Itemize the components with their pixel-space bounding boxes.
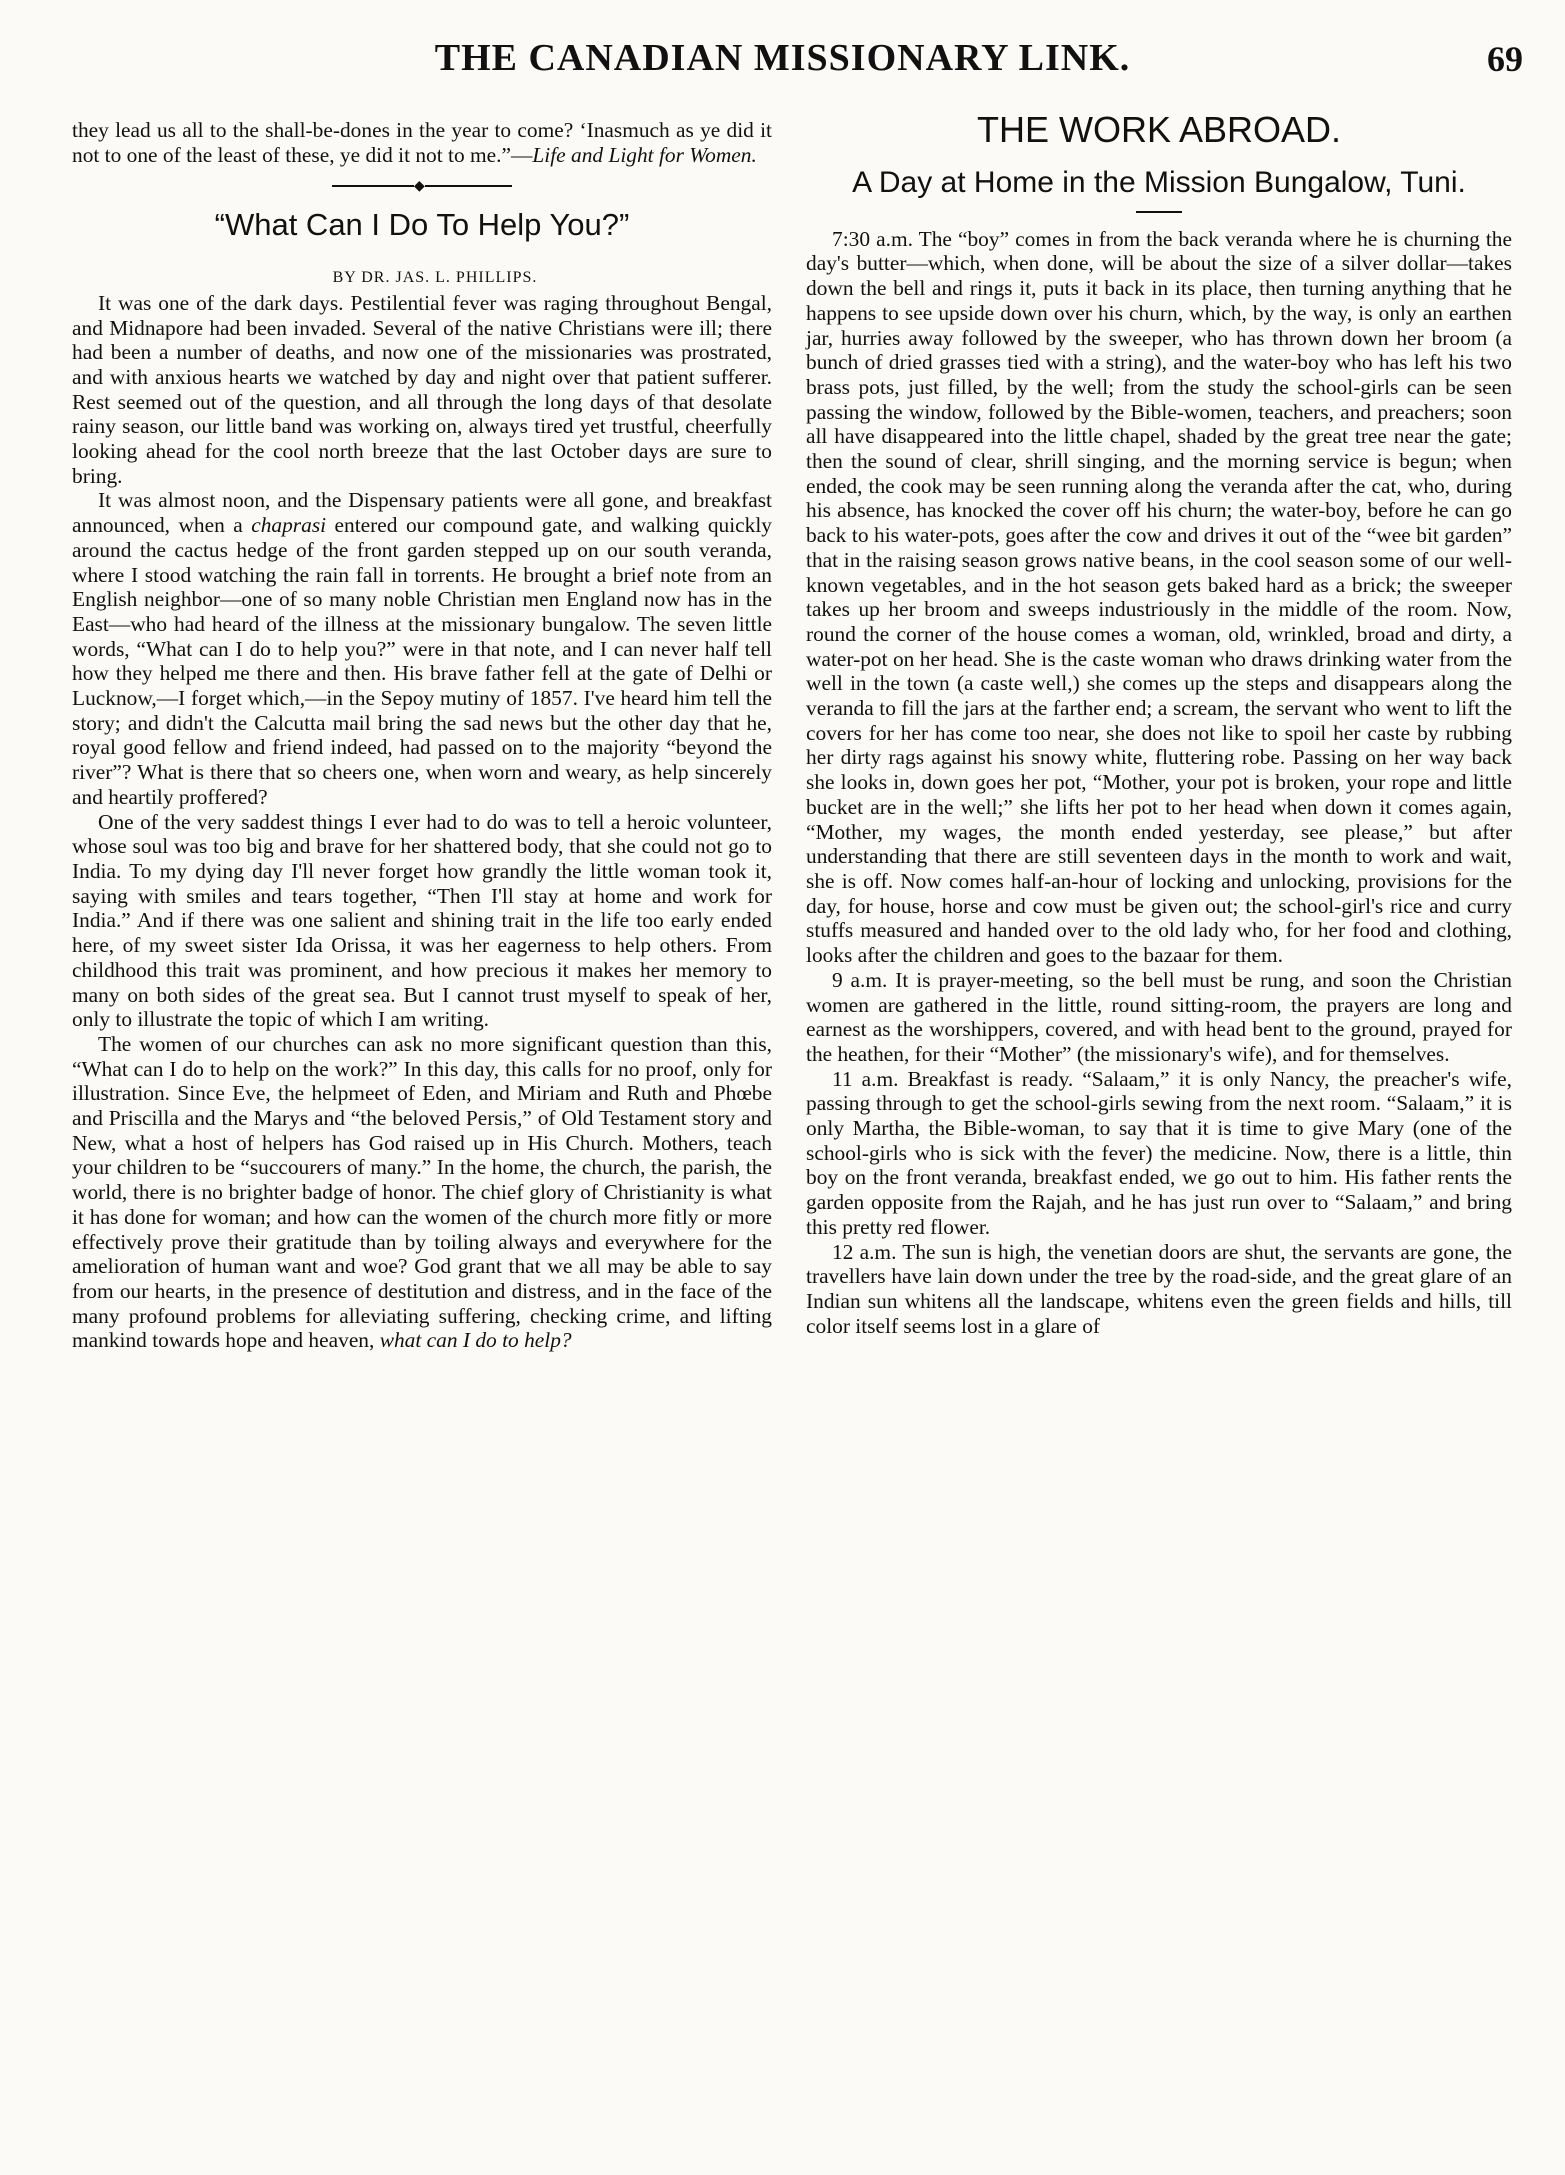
intro-source: Life and Light for Women. [532,142,757,167]
page-number: 69 [1487,39,1523,79]
paragraph-text: The women of our churches can ask no more significant question than this, “What can I do to help on the work?” In this day, this calls for no proof, only for illustration. Since Eve, the helpmeet of Eden, and Miriam and Ruth and Phœbe and Priscilla and the Marys and “the beloved Persis,” of Old Testament story and New, what a host of helpers has God raised up in His Church. Mothers, teach your children to be “succourers of many.” In the home, the church, the parish, the world, there is no brighter badge of honor. The chief glory of Christianity is what it has done for woman; and how can the women of the church more fitly or more effectively prove their gratitude than by toiling always and everywhere for the amelioration of human want and woe? God grant that we all may be able to say from our hearts, in the presence of destitution and distress, and in the face of the many profound problems for alleviating suffering, checking crime, and lifting mankind towards hope and heaven, [72,1031,772,1353]
article-title: “What Can I Do To Help You?” [214,207,630,243]
short-divider [1136,211,1182,213]
article-paragraph: 11 a.m. Breakfast is ready. “Salaam,” it is only Nancy, the preacher's wife, passing through to get the school-girls sewing from the next room. “Salaam,” it is only Martha, the Bible-woman, to say that it is time to give Mary (one of the school-girls who is sick with the fever) the medicine. Now, there is a little, thin boy on the front veranda, breakfast ended, we go out to him. His father rents the garden opposite from the Rajah, and he has just run over to “Salaam,” and bring this pretty red flower. [806,1066,1512,1239]
running-head [0,36,1565,92]
article-paragraph: It was one of the dark days. Pestilential fever was raging throughout Bengal, and Midnapore had been invaded. Several of the native Christians were ill; there had been a number of deaths, and now one of the missionaries was prostrated, and with anxious hearts we watched by day and night over that patient sufferer. Rest seemed out of the question, and all through the long days of that desolate rainy season, our little band was working on, always tired yet trustful, cheerfully looking ahead for the cool north breeze that the last October days are sure to bring. [72,290,772,488]
paragraph-text: entered our compound gate, and walking quickly around the cactus hedge of the front garden stepped up on our south veranda, where I stood watching the rain fall in torrents. He brought a brief note from an English neighbor—one of so many noble Christian men England now has in the East—who had heard of the illness at the missionary bungalow. The seven little words, “What can I do to help you?” were in that note, and I can never half tell how they helped me there and then. His brave father fell at the gate of Delhi or Lucknow,—I forget which,—in the Sepoy mutiny of 1857. I've heard him tell the story; and didn't the Calcutta mail bring the sad news but the other day that he, royal good fellow and friend indeed, had passed on to the majority “beyond the river”? What is there that so cheers one, when worn and weary, as help sincerely and heartily proffered? [72,513,772,809]
intro-text: they lead us all to the shall-be-dones in the year to come? ‘Inasmuch as ye did it not to one of the least of these, ye did it not to me.”— [72,118,772,167]
article-paragraph: One of the very saddest things I ever had to do was to tell a heroic volunteer, whose soul was too big and brave for her shattered body, that she could not go to India. To my dying day I'll never forget how grandly the little woman took it, saying with smiles and tears together, “Then I'll stay at home and work for India.” And if there was one salient and shining trait in the life too early ended here, of my sweet sister Ida Orissa, it was her eagerness to help others. From childhood this trait was prominent, and how precious it makes her memory to many on both sides of the great sea. But I cannot trust myself to speak of her, only to illustrate the topic of which I am writing. [72,809,772,1032]
section-heading: THE WORK ABROAD. [976,109,1342,150]
running-title: THE CANADIAN MISSIONARY LINK. [434,37,1131,79]
paragraph-text: It was almost noon, and the Dispensary patients were all gone, and breakfast announced, when a [72,488,772,538]
closing-italic: what can I do to help? [379,1328,572,1353]
left-column [72,118,772,1353]
article-subheading: A Day at Home in the Mission Bungalow, Tuni. [852,165,1466,199]
italic-word: chaprasi [251,513,327,538]
byline: BY DR. JAS. L. PHILLIPS. [332,269,538,287]
article-paragraph: 7:30 a.m. The “boy” comes in from the back veranda where he is churning the day's butter—which, when done, will be about the size of a silver dollar—takes down the bell and rings it, puts it back in its place, then turning anything that he happens to see upside down over his churn, which, by the way, is only an earthen jar, hurries away followed by the sweeper, who has thrown down her broom (a bunch of dried grasses tied with a string), and the water-boy who has left his two brass pots, just filled, by the well; from the study the school-girls can be seen passing the window, followed by the Bible-women, teachers, and preachers; soon all have disappeared into the little chapel, shaded by the great tree near the gate; then the sound of clear, shrill singing, and the morning service is begun; when ended, the cook may be seen running along the veranda after the cat, who, during his absence, has knocked the cover off his churn; the water-boy, before he can go back to his water-pots, goes after the cow and drives it out of the “wee bit garden” that in the raising season grows native beans, in the cool season some of our well-known vegetables, and in the hot season gets baked hard as a brick; the sweeper takes up her broom and sweeps industriously in the middle of the room. Now, round the corner of the house comes a woman, old, wrinkled, broad and dirty, a water-pot on her head. She is the caste woman who draws drinking water from the well in the town (a caste well,) she comes up the steps and disappears along the veranda to fill the jars at the farther end; a scream, the servant who went to lift the covers for her has come too near, she does not like to spoil her caste by rubbing her dirty rags against his snowy white, fluttering robe. Passing on her way back she looks in, down goes her pot, “Mother, your pot is broken, your rope and little bucket are in the well;” she lifts her pot to her head when down it comes again, “Mother, my wages, the month ended yesterday, see please,” but after understanding that there are still seventeen days in the month to work and wait, she is off. Now comes half-an-hour of locking and unlocking, provisions for the day, for house, horse and cow must be given out; the school-girl's rice and curry stuffs measured and handed over to the old lady who, for her food and clothing, looks after the children and goes to the bazaar for them. [806,226,1512,968]
right-column [806,109,1512,1338]
article-paragraph: 12 a.m. The sun is high, the venetian doors are shut, the servants are gone, the travellers have lain down under the tree by the road-side, and the great glare of an Indian sun whitens all the landscape, whitens even the green fields and hills, till color itself seems lost in a glare of [806,1239,1512,1338]
article-paragraph [72,488,772,809]
ornament-divider [332,185,512,187]
article-paragraph: 9 a.m. It is prayer-meeting, so the bell must be rung, and soon the Christian women are gathered in the little, round sitting-room, the prayers are long and earnest as the worshippers, covered, and with head bent to the ground, prayed for the heathen, for their “Mother” (the missionary's wife), and for themselves. [806,967,1512,1066]
article-paragraph [72,1032,772,1353]
intro-paragraph [72,118,772,167]
